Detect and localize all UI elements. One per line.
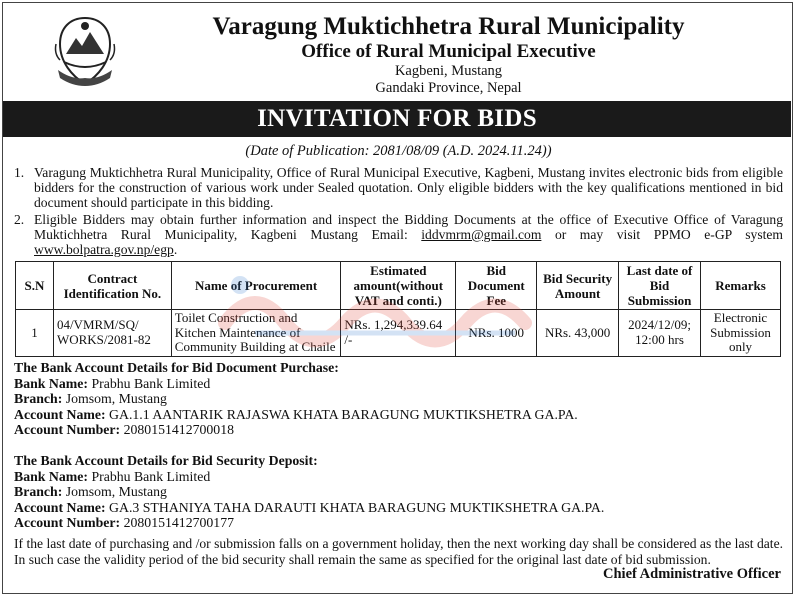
security-account-number: Account Number: 2080151412700177 xyxy=(14,515,234,530)
cell-remarks: Electronic Submission only xyxy=(701,310,781,357)
title-banner: INVITATION FOR BIDS xyxy=(3,101,791,137)
doc-purchase-branch: Branch: Jomsom, Mustang xyxy=(14,391,167,406)
point-text-after: . xyxy=(173,242,178,257)
point-text: Varagung Muktichhetra Rural Municipality, Office of Rural Municipal Executive, Kagbeni, Mustang invites electronic bids from eligible bidders for the construction of various work under Sealed quotation. Only eligible bidders with the key qualifications mentioned in bid document should participate in this bidding. xyxy=(34,165,783,210)
notice-points xyxy=(14,165,783,259)
address-line-1: Kagbeni, Mustang xyxy=(394,63,503,79)
header-security: Bid Security Amount xyxy=(537,262,619,310)
cell-doc-fee: NRs. 1000 xyxy=(456,310,537,357)
publication-date: (Date of Publication: 2081/08/09 (A.D. 2024.11.24)) xyxy=(245,143,552,159)
point-text-before: Eligible Bidders may obtain further information and inspect the Bidding Documents at the office of Executive Office of Varagung Muktichhetra Rural Municipality, Kagbeni Mustang Email: xyxy=(34,212,783,242)
doc-purchase-account-number: Account Number: 2080151412700018 xyxy=(14,422,234,437)
security-deposit-title: The Bank Account Details for Bid Security Deposit: xyxy=(14,453,318,468)
point-text-middle: or may visit PPMO e-GP system xyxy=(541,227,783,242)
signature: Chief Administrative Officer xyxy=(603,566,781,582)
notice-point-1 xyxy=(14,165,783,210)
doc-purchase-bank: Bank Name: Prabhu Bank Limited xyxy=(14,375,211,391)
doc-purchase-account-name: Account Name: GA.1.1 AANTARIK RAJASWA KHATA BARAGUNG MUKTIKSHETRA GA.PA. xyxy=(14,406,578,422)
header-procurement: Name of Procurement xyxy=(171,262,341,310)
email-link[interactable]: iddvmrm@gmail.com xyxy=(421,227,542,242)
header-last-date: Last date of Bid Submission xyxy=(619,262,701,310)
bid-table xyxy=(15,261,781,357)
bank-accounts xyxy=(14,360,783,531)
point-number: 1. xyxy=(14,165,25,180)
security-branch: Branch: Jomsom, Mustang xyxy=(14,484,167,499)
security-bank: Bank Name: Prabhu Bank Limited xyxy=(14,468,211,484)
header-contract-id: Contract Identification No. xyxy=(53,262,171,310)
office-name: Office of Rural Municipal Executive xyxy=(301,41,596,62)
cell-last-date: 2024/12/09; 12:00 hrs xyxy=(619,310,701,357)
letterhead xyxy=(120,12,777,97)
holiday-note: If the last date of purchasing and /or submission falls on a government holiday, then the next working day shall be considered as the last date. In such case the validity period of the bid security shall remain the same as specified for the original last date of bid submission. xyxy=(14,536,783,567)
point-number: 2. xyxy=(14,212,25,227)
nepal-emblem-icon xyxy=(52,14,118,90)
header-sn: S.N xyxy=(16,262,54,310)
header-doc-fee: Bid Document Fee xyxy=(456,262,537,310)
municipality-name: Varagung Muktichhetra Rural Municipality xyxy=(212,13,685,40)
notice-point-2 xyxy=(14,212,783,257)
security-account-name: Account Name: GA.3 STHANIYA TAHA DARAUTI KHATA BARAGUNG MUKTIKSHETRA GA.PA. xyxy=(14,499,605,515)
cell-contract-id: 04/VMRM/SQ/ WORKS/2081-82 xyxy=(53,310,171,357)
table-row xyxy=(16,310,781,357)
cell-sn: 1 xyxy=(16,310,54,357)
table-header-row xyxy=(16,262,781,310)
cell-security: NRs. 43,000 xyxy=(537,310,619,357)
header-remarks: Remarks xyxy=(701,262,781,310)
cell-estimated: NRs. 1,294,339.64 /- xyxy=(341,310,456,357)
header-estimated: Estimated amount(without VAT and conti.) xyxy=(341,262,456,310)
address-line-2: Gandaki Province, Nepal xyxy=(375,80,522,96)
cell-procurement: Toilet Construction and Kitchen Maintenance of Community Building at Chaile xyxy=(171,310,341,357)
doc-purchase-title: The Bank Account Details for Bid Document Purchase: xyxy=(14,360,339,375)
website-link[interactable]: www.bolpatra.gov.np/egp xyxy=(34,242,174,257)
